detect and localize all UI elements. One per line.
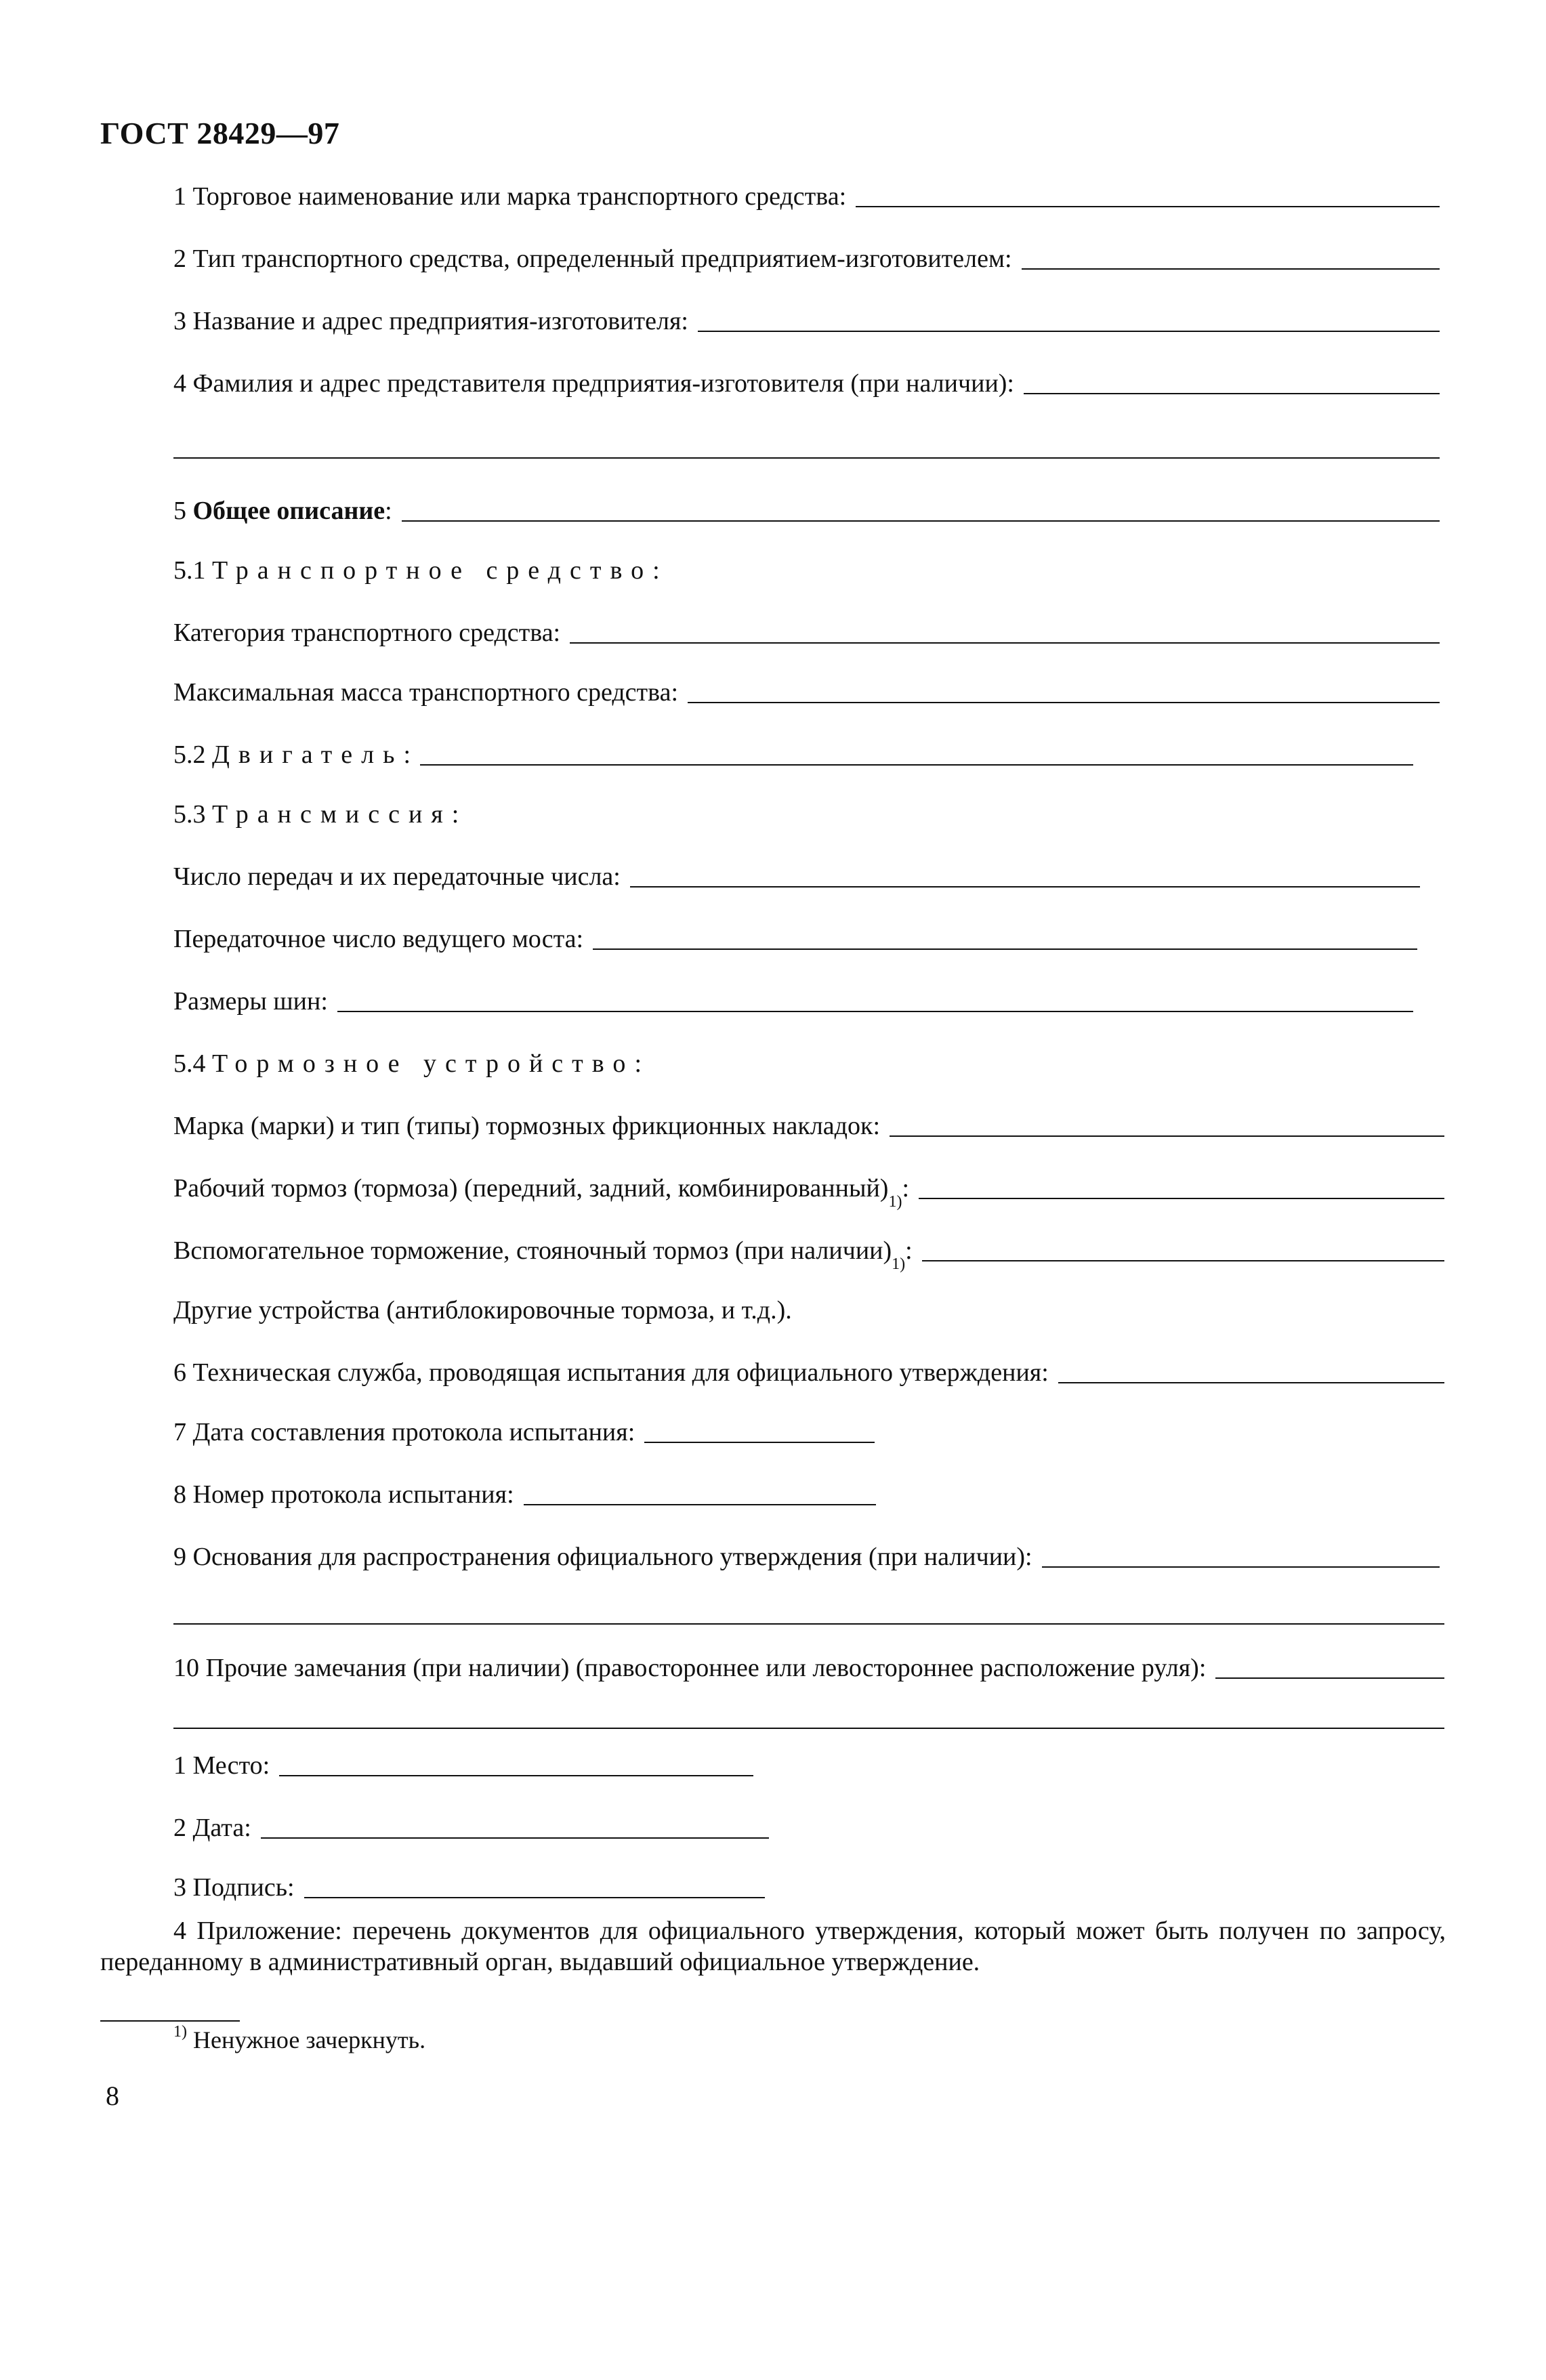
extension-grounds-field-continuation[interactable] <box>173 1623 1444 1625</box>
manufacturer-field[interactable] <box>698 331 1440 332</box>
section-title: Трансмиссия <box>212 800 452 829</box>
item-label: 9 Основания для распространения официального утверждения (при наличии): <box>173 1543 1032 1571</box>
colon: : <box>385 497 392 525</box>
item-label: 2 Дата: <box>173 1814 251 1842</box>
item-service-brake: Рабочий тормоз (тормоза) (передний, задний, комбинированный) $^{1)}$ : <box>173 1173 1444 1205</box>
section-title: Двигатель <box>212 740 404 769</box>
section-transmission <box>173 799 1440 831</box>
item-label: Число передач и их передаточные числа: <box>173 862 621 891</box>
footnote-text: Ненужное зачеркнуть. <box>193 2026 426 2053</box>
representative-field[interactable] <box>1024 393 1440 394</box>
item-label: Вспомогательное торможение, стояночный тормоз (при наличии) <box>173 1236 892 1265</box>
item-axle-ratio <box>173 924 1417 955</box>
section-title: Тормозное устройство <box>212 1049 635 1078</box>
colon: : <box>905 1236 913 1265</box>
gears-field[interactable] <box>630 886 1420 888</box>
item-trade-name <box>173 182 1440 213</box>
item-representative <box>173 369 1440 400</box>
item-label: 7 Дата составления протокола испытания: <box>173 1418 635 1446</box>
section-engine <box>173 740 1413 771</box>
item-label: 1 Торговое наименование или марка транспортного средства: <box>173 182 847 211</box>
item-label: 8 Номер протокола испытания: <box>173 1480 514 1509</box>
footnote <box>173 2023 426 2054</box>
colon: : <box>634 1049 642 1078</box>
axle-ratio-field[interactable] <box>593 948 1417 950</box>
item-report-number <box>173 1480 1440 1511</box>
colon: : <box>902 1174 910 1203</box>
signature-field[interactable] <box>304 1897 765 1898</box>
attachment-paragraph: 4 Приложение: перечень документов для официального утверждения, который может быть получен по запросу, переданному в административный орган, выдавший официальное утверждение. <box>100 1917 1446 1976</box>
section-number: 5.2 <box>173 740 206 769</box>
standard-header: ГОСТ 28429—97 <box>100 116 340 150</box>
sign-signature <box>173 1873 1440 1904</box>
item-other-devices <box>173 1295 1440 1327</box>
date-field[interactable] <box>261 1837 769 1839</box>
item-brake-linings <box>173 1111 1444 1142</box>
sign-place <box>173 1751 1440 1782</box>
item-max-mass <box>173 677 1440 709</box>
section-vehicle <box>173 556 1440 587</box>
page-number: 8 <box>106 2081 119 2111</box>
sign-date <box>173 1813 1440 1844</box>
general-description-field[interactable] <box>402 520 1440 522</box>
remarks-field-continuation[interactable] <box>173 1728 1444 1729</box>
section-number: 5.3 <box>173 800 206 829</box>
item-manufacturer <box>173 306 1440 337</box>
section-number: 5.4 <box>173 1049 206 1078</box>
item-label: 2 Тип транспортного средства, определенный предприятием-изготовителем: <box>173 245 1012 273</box>
place-field[interactable] <box>279 1775 753 1776</box>
item-number: 5 <box>173 497 186 525</box>
item-label: 3 Подпись: <box>173 1873 295 1902</box>
footnote-separator <box>100 2020 240 2022</box>
item-label: Передаточное число ведущего моста: <box>173 925 584 953</box>
section-number: 5.1 <box>173 556 206 585</box>
tyre-size-field[interactable] <box>337 1011 1413 1012</box>
colon: : <box>451 800 459 829</box>
item-label: Размеры шин: <box>173 987 328 1016</box>
report-date-field[interactable] <box>644 1442 875 1443</box>
max-mass-field[interactable] <box>688 702 1440 703</box>
trade-name-field[interactable] <box>856 206 1440 207</box>
vehicle-type-field[interactable] <box>1022 268 1440 270</box>
report-number-field[interactable] <box>524 1504 876 1505</box>
item-label: 10 Прочие замечания (при наличии) (правостороннее или левостороннее расположение руля): <box>173 1654 1207 1682</box>
item-label: Максимальная масса транспортного средства: <box>173 678 679 707</box>
item-remarks <box>173 1653 1444 1684</box>
item-label: 1 Место: <box>173 1751 270 1780</box>
item-gears <box>173 862 1420 893</box>
item-label: Другие устройства (антиблокировочные тормоза, и т.д.). <box>173 1296 792 1324</box>
technical-service-field[interactable] <box>1058 1382 1444 1383</box>
colon: : <box>403 740 411 769</box>
item-label: 6 Техническая служба, проводящая испытания для официального утверждения: <box>173 1358 1049 1387</box>
item-tyre-size <box>173 986 1413 1018</box>
item-report-date <box>173 1417 1440 1448</box>
parking-brake-field[interactable] <box>922 1260 1444 1261</box>
service-brake-field[interactable] <box>919 1198 1444 1199</box>
engine-field[interactable] <box>420 764 1413 766</box>
item-vehicle-type <box>173 244 1440 275</box>
vehicle-category-field[interactable] <box>570 642 1440 644</box>
item-technical-service <box>173 1358 1444 1389</box>
item-extension-grounds <box>173 1542 1440 1573</box>
item-parking-brake: Вспомогательное торможение, стояночный тормоз (при наличии) $^{1)}$ : <box>173 1236 1444 1267</box>
item-bold-label: Общее описание <box>192 497 385 525</box>
item-general-description <box>173 496 1440 527</box>
colon: : <box>652 556 660 585</box>
item-label: Категория транспортного средства: <box>173 619 561 647</box>
item-label: Рабочий тормоз (тормоза) (передний, задний, комбинированный) <box>173 1174 889 1203</box>
extension-grounds-field[interactable] <box>1042 1566 1440 1568</box>
item-vehicle-category <box>173 618 1440 649</box>
section-brakes <box>173 1049 1440 1080</box>
footnote-mark: 1) <box>173 2023 187 2041</box>
brake-linings-field[interactable] <box>890 1135 1444 1137</box>
representative-field-continuation[interactable] <box>173 457 1440 459</box>
remarks-field[interactable] <box>1215 1677 1444 1679</box>
section-title: Транспортное средство <box>212 556 653 585</box>
item-label: 4 Фамилия и адрес представителя предприятия-изготовителя (при наличии): <box>173 369 1014 398</box>
item-label: 3 Название и адрес предприятия-изготовителя: <box>173 307 688 335</box>
item-label: Марка (марки) и тип (типы) тормозных фрикционных накладок: <box>173 1112 880 1140</box>
